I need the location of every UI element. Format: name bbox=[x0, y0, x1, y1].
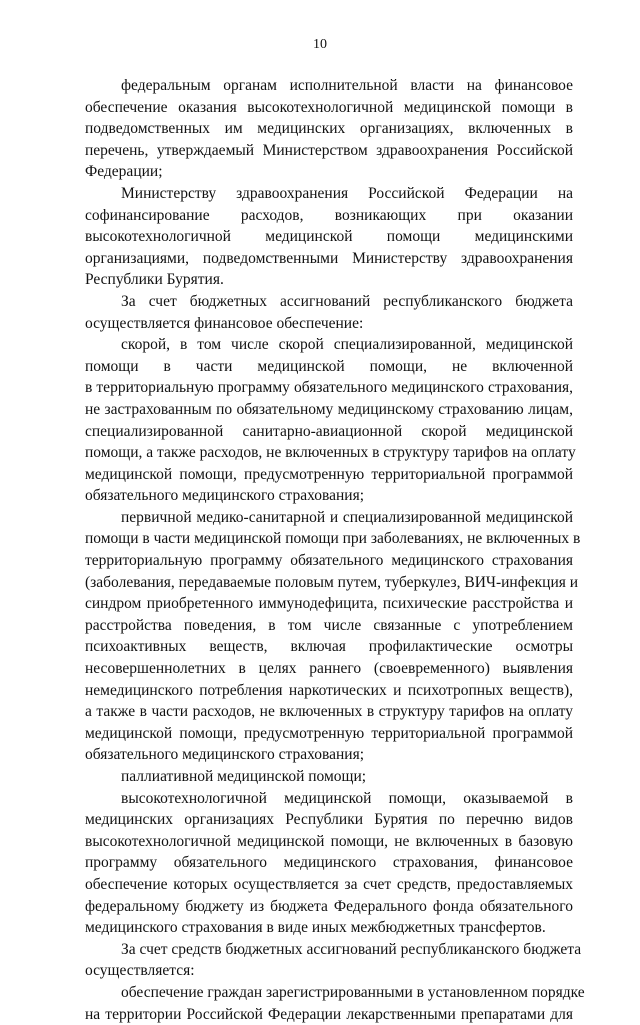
paragraph bbox=[85, 334, 576, 507]
text-line: (заболевания, передаваемые половым путем, туберкулез, ВИЧ-инфекция и bbox=[85, 573, 579, 591]
paragraph bbox=[85, 788, 573, 939]
text-line: обеспечение граждан зарегистрированными в установленном порядке bbox=[121, 983, 585, 1001]
paragraph bbox=[85, 507, 581, 766]
text-line: синдром приобретенного иммунодефицита, психические расстройства и bbox=[85, 595, 573, 613]
text-line: программу обязательного медицинского страхования, финансовое bbox=[85, 854, 573, 872]
paragraph bbox=[85, 939, 582, 982]
text-line: не застрахованным по обязательному медицинскому страхованию лицам, bbox=[85, 400, 573, 418]
paragraph bbox=[85, 183, 573, 291]
text-line: в территориальную программу обязательного медицинского страхования, bbox=[85, 379, 573, 397]
text-line: перечень, утверждаемый Министерством здравоохранения Российской bbox=[85, 141, 573, 159]
text-line: федеральному бюджету из бюджета Федерального фонда обязательного bbox=[85, 897, 573, 915]
text-line: расстройства поведения, в том числе связанные с употреблением bbox=[85, 616, 573, 634]
document-body bbox=[85, 75, 585, 1025]
text-line: осуществляется финансовое обеспечение: bbox=[85, 314, 364, 332]
text-line: медицинской помощи, предусмотренную территориальной программой bbox=[85, 724, 573, 742]
paragraph bbox=[85, 982, 585, 1025]
text-line: обеспечение которых осуществляется за счет средств, предоставляемых bbox=[85, 875, 573, 893]
paragraph bbox=[85, 291, 573, 334]
text-line: За счет бюджетных ассигнований республиканского бюджета bbox=[121, 292, 573, 310]
text-line: софинансирование расходов, возникающих при оказании bbox=[85, 206, 573, 224]
text-line: помощи в части медицинской помощи, не включенной bbox=[85, 357, 573, 375]
paragraph bbox=[85, 75, 573, 183]
text-line: высокотехнологичной медицинской помощи, оказываемой в bbox=[121, 789, 573, 807]
text-line: подведомственных им медицинских организациях, включенных в bbox=[85, 120, 573, 138]
text-line: высокотехнологичной медицинской помощи, не включенных в базовую bbox=[85, 832, 573, 850]
text-line: медицинской помощи, предусмотренную территориальной программой bbox=[85, 465, 573, 483]
text-line: обеспечение оказания высокотехнологичной медицинской помощи в bbox=[85, 98, 573, 116]
text-line: федеральным органам исполнительной власти на финансовое bbox=[121, 77, 573, 94]
text-line: медицинского страхования в виде иных межбюджетных трансфертов. bbox=[85, 919, 546, 937]
text-line: Федерации; bbox=[85, 163, 163, 181]
text-line: Республики Бурятия. bbox=[85, 271, 224, 289]
text-line: За счет средств бюджетных ассигнований республиканского бюджета bbox=[121, 940, 582, 958]
text-line: скорой, в том числе скорой специализированной, медицинской bbox=[121, 336, 573, 354]
text-line: на территории Российской Федерации лекарственными препаратами для bbox=[85, 1005, 573, 1023]
text-line: помощи, а также расходов, не включенных в структуру тарифов на оплату bbox=[85, 444, 576, 462]
text-line: паллиативной медицинской помощи; bbox=[121, 768, 367, 785]
text-line: несовершеннолетних в целях раннего (своевременного) выявления bbox=[85, 660, 573, 678]
text-line: осуществляется: bbox=[85, 962, 195, 980]
text-line: немедицинского потребления наркотических и психотропных веществ), bbox=[85, 681, 573, 699]
text-line: обязательного медицинского страхования; bbox=[85, 487, 364, 505]
paragraph bbox=[85, 766, 573, 788]
text-line: а также в части расходов, не включенных в структуру тарифов на оплату bbox=[85, 703, 573, 721]
text-line: психоактивных веществ, включая профилактические осмотры bbox=[85, 638, 573, 656]
text-line: территориальную программу обязательного медицинского страхования bbox=[85, 552, 573, 570]
text-line: организациями, подведомственными Министерству здравоохранения bbox=[85, 249, 573, 267]
page-number: 10 bbox=[313, 37, 327, 52]
text-line: высокотехнологичной медицинской помощи медицинскими bbox=[85, 228, 573, 246]
text-line: первичной медико-санитарной и специализированной медицинской bbox=[121, 508, 573, 526]
text-line: специализированной санитарно-авиационной скорой медицинской bbox=[85, 422, 573, 440]
text-line: медицинских организациях Республики Бурятия по перечню видов bbox=[85, 811, 573, 829]
text-line: Министерству здравоохранения Российской Федерации на bbox=[121, 184, 573, 202]
text-line: помощи в части медицинской помощи при заболеваниях, не включенных в bbox=[85, 530, 581, 548]
text-line: обязательного медицинского страхования; bbox=[85, 746, 364, 764]
